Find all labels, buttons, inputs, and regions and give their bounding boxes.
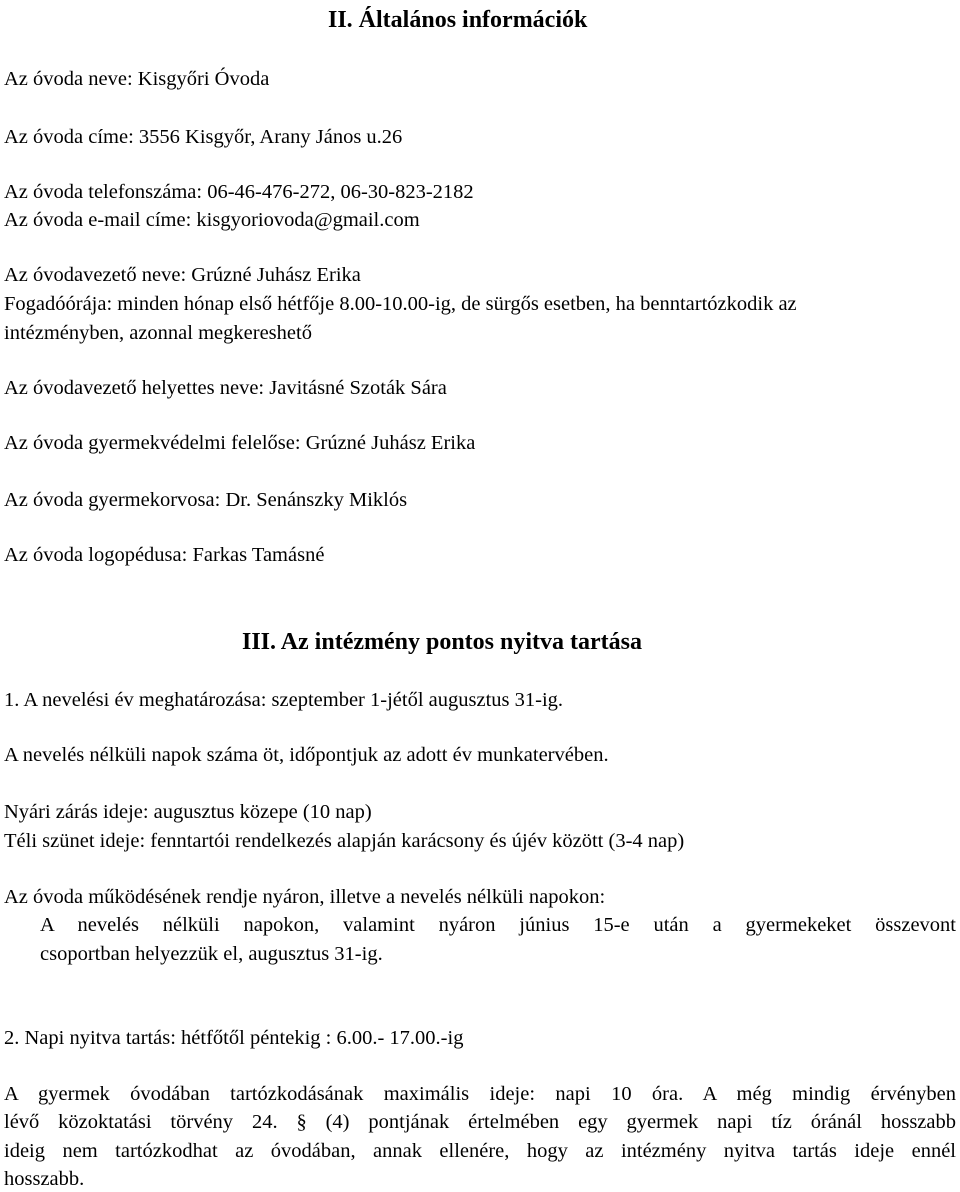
- summer-closure: Nyári zárás ideje: augusztus közepe (10 nap): [4, 801, 372, 823]
- pediatrician-name: Az óvoda gyermekorvosa: Dr. Senánszky Miklós: [4, 489, 408, 511]
- max-time-line-3: ideig nem tartózkodhat az óvodában, annak ellenére, hogy az intézmény nyitva tartás ideje ennél: [4, 1140, 956, 1162]
- educational-year-item: 1. A nevelési év meghatározása: szeptember 1-jétől augusztus 31-ig.: [4, 689, 564, 711]
- kindergarten-email: Az óvoda e-mail címe: kisgyoriovoda@gmail.com: [4, 209, 420, 231]
- director-name: Az óvodavezető neve: Grúzné Juhász Erika: [4, 264, 361, 286]
- kindergarten-address: Az óvoda címe: 3556 Kisgyőr, Arany János u.26: [4, 126, 403, 148]
- winter-break: Téli szünet ideje: fenntartói rendelkezés alapján karácsony és újév között (3-4 nap): [4, 830, 685, 852]
- section-3-heading: III. Az intézmény pontos nyitva tartása: [242, 629, 642, 655]
- kindergarten-name: Az óvoda neve: Kisgyőri Óvoda: [4, 68, 270, 90]
- kindergarten-phone: Az óvoda telefonszáma: 06-46-476-272, 06-30-823-2182: [4, 181, 474, 203]
- non-teaching-days: A nevelés nélküli napok száma öt, időpontjuk az adott év munkatervében.: [4, 744, 609, 766]
- summer-order-detail-line-1: A nevelés nélküli napokon, valamint nyáron június 15-e után a gyermekeket összevont: [40, 914, 956, 936]
- max-time-line-4: hosszabb.: [4, 1168, 85, 1190]
- office-hours-line-2: intézményben, azonnal megkereshető: [4, 322, 312, 344]
- summer-order-detail-line-2: csoportban helyezzük el, augusztus 31-ig.: [40, 943, 383, 965]
- speech-therapist-name: Az óvoda logopédusa: Farkas Tamásné: [4, 544, 325, 566]
- max-time-line-2: lévő közoktatási törvény 24. § (4) pontjának értelmében egy gyermek napi tíz óránál hosszabb: [4, 1111, 956, 1133]
- daily-opening-hours-item: 2. Napi nyitva tartás: hétfőtől péntekig : 6.00.- 17.00.-ig: [4, 1027, 464, 1049]
- summer-order-heading: Az óvoda működésének rendje nyáron, illetve a nevelés nélküli napokon:: [4, 886, 606, 908]
- child-protection-officer: Az óvoda gyermekvédelmi felelőse: Grúzné Juhász Erika: [4, 432, 476, 454]
- office-hours-line-1: Fogadóórája: minden hónap első hétfője 8.00-10.00-ig, de sürgős esetben, ha benntartózkodik az: [4, 293, 797, 315]
- section-2-heading: II. Általános információk: [328, 7, 588, 33]
- max-time-line-1: A gyermek óvodában tartózkodásának maximális ideje: napi 10 óra. A még mindig érvényben: [4, 1083, 956, 1105]
- deputy-director-name: Az óvodavezető helyettes neve: Javitásné Szoták Sára: [4, 377, 447, 399]
